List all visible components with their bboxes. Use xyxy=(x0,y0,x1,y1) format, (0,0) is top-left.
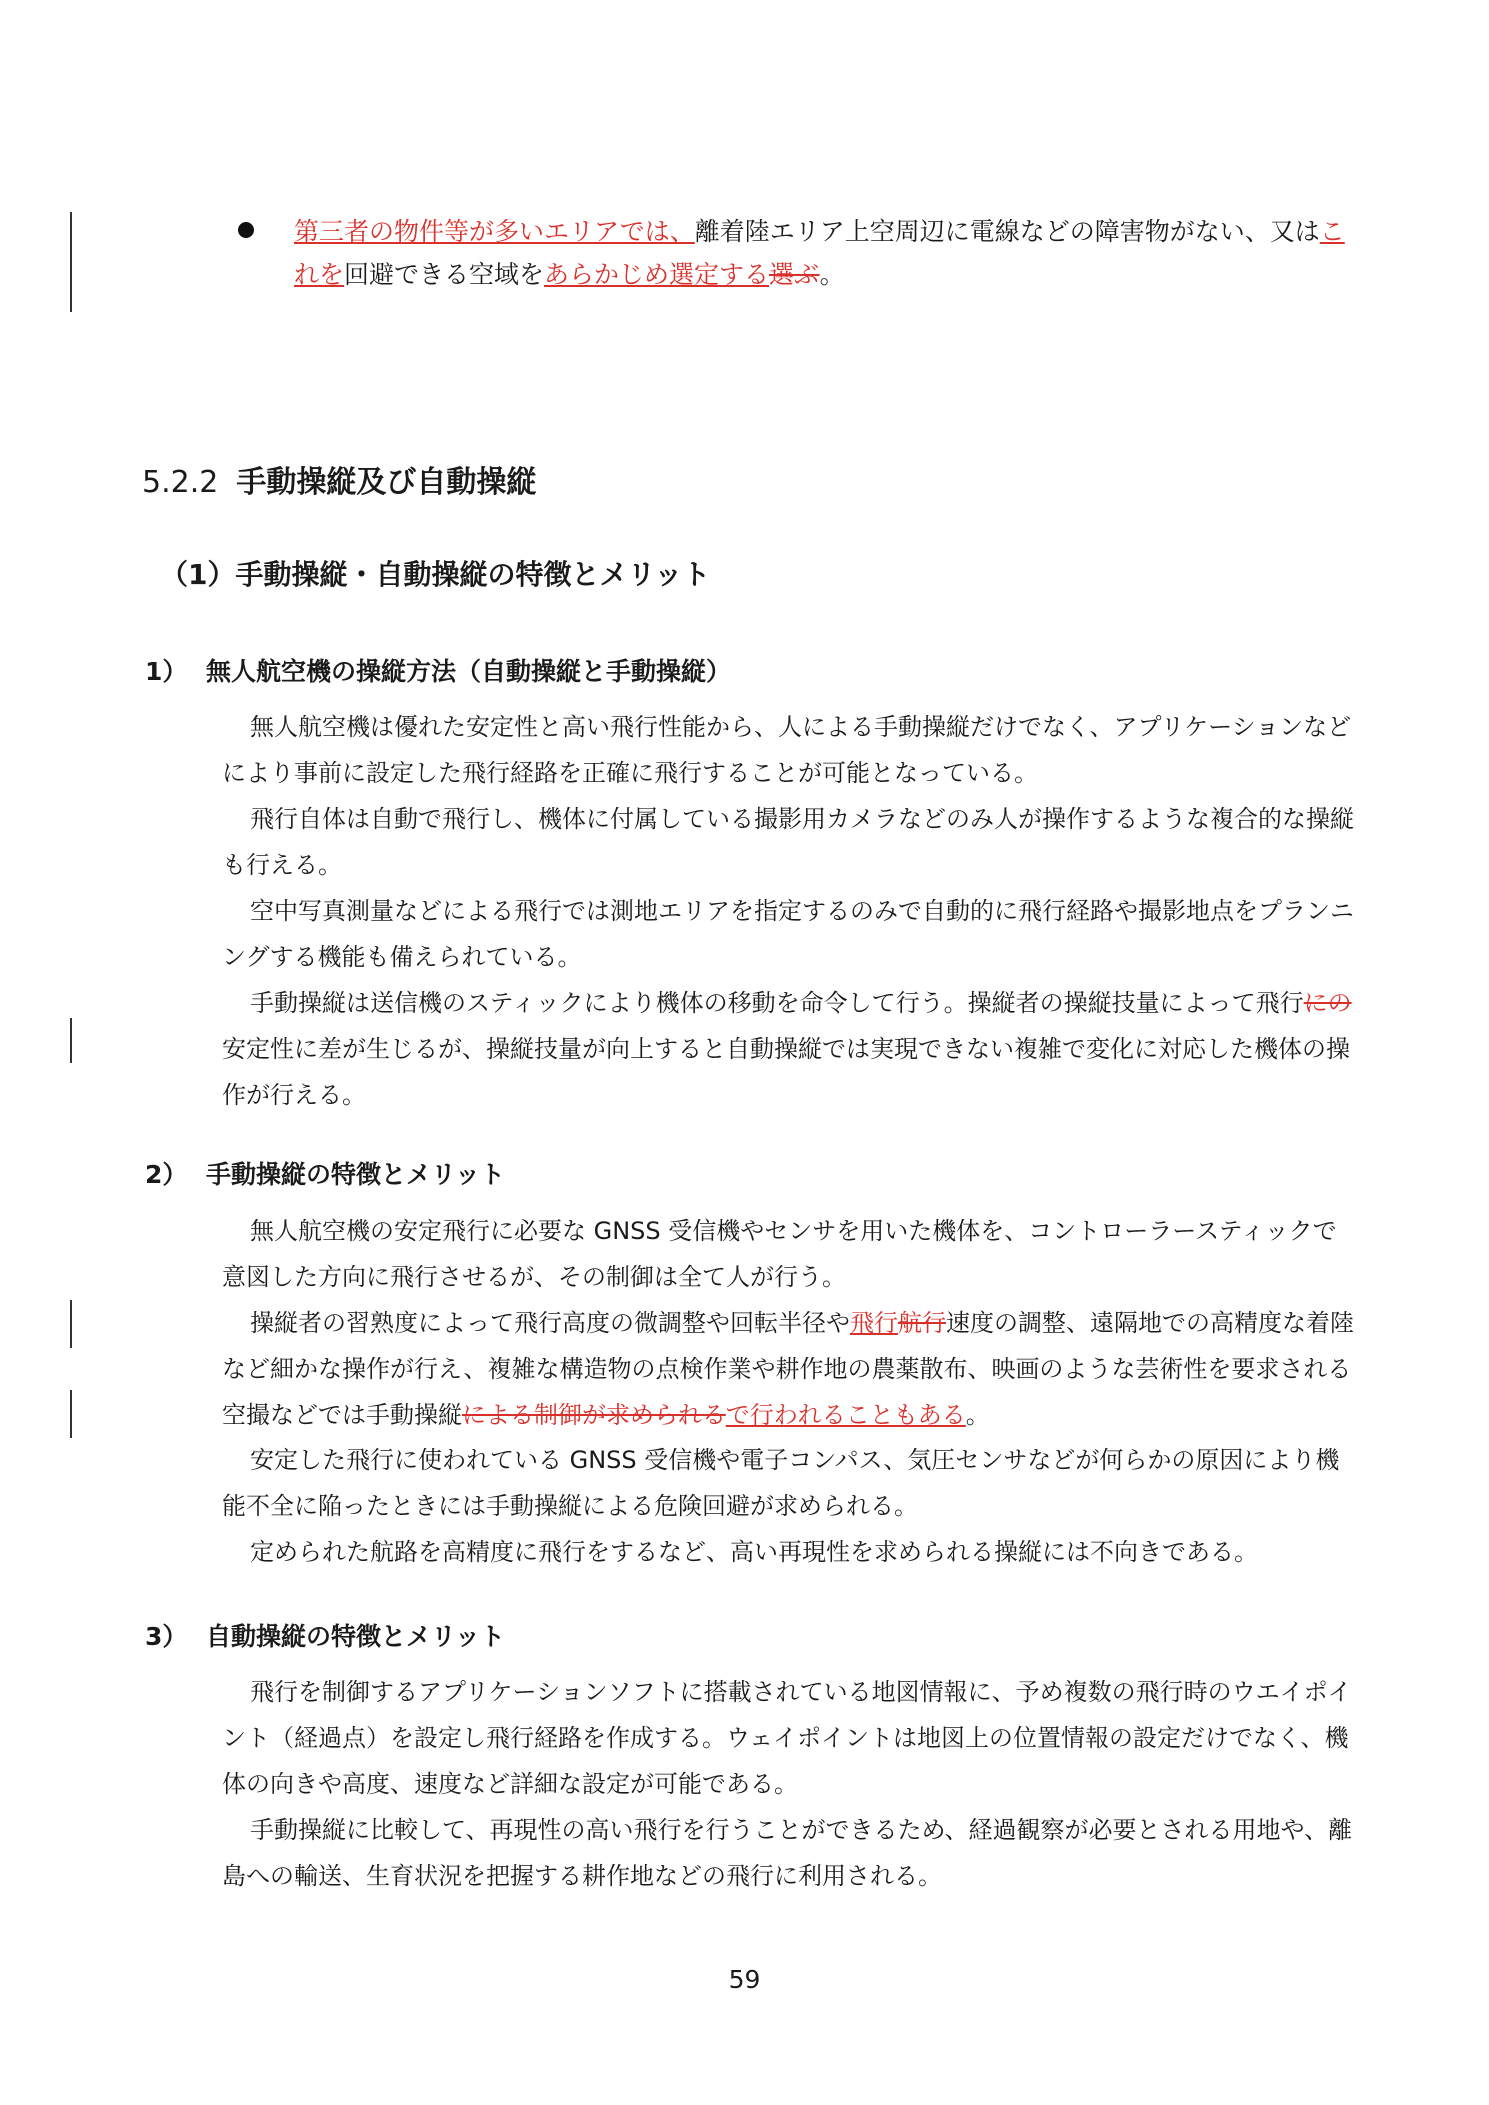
paragraph xyxy=(222,980,1360,1118)
item-number: 2） xyxy=(145,1160,188,1189)
paragraph: 無人航空機の安定飛行に必要な GNSS 受信機やセンサを用いた機体を、コントローラースティックで意図した方向に飛行させるが、その制御は全て人が行う。 xyxy=(222,1217,1337,1291)
body-text: 回避できる空域を xyxy=(344,260,545,289)
body-text: 操縦者の習熟度によって飛行高度の微調整や回転半径や xyxy=(250,1309,850,1337)
body-text: 離着陸エリア上空周辺に電線などの障害物がない、又は xyxy=(694,217,1320,246)
inserted-text: あらかじめ選定する xyxy=(544,260,770,289)
change-bar xyxy=(70,1018,72,1063)
bullet-text xyxy=(294,210,1358,296)
change-bar xyxy=(70,212,72,312)
paragraph: 飛行を制御するアプリケーションソフトに搭載されている地図情報に、予め複数の飛行時のウエイポイント（経過点）を設定し飛行経路を作成する。ウェイポイントは地図上の位置情報の設定だけでなく、機体の向きや高度、速度など詳細な設定が可能である。 xyxy=(222,1678,1352,1798)
inserted-text: 第三者の物件等が多いエリアでは、 xyxy=(294,217,695,246)
bullet-item xyxy=(238,210,1358,296)
change-bar xyxy=(70,1300,72,1348)
inserted-text: で行われることもある xyxy=(725,1401,966,1429)
page-number: 59 xyxy=(728,1965,761,1994)
item-heading xyxy=(145,652,731,688)
section-number: 5.2.2 xyxy=(142,465,219,500)
section-title: 手動操縦及び自動操縦 xyxy=(236,465,537,500)
paragraph: 無人航空機は優れた安定性と高い飛行性能から、人による手動操縦だけでなく、アプリケーションなどにより事前に設定した飛行経路を正確に飛行することが可能となっている。 xyxy=(222,713,1352,787)
paragraph xyxy=(222,1300,1360,1438)
inserted-text: これを xyxy=(294,217,1345,289)
deleted-text: による制御が求められる xyxy=(462,1401,726,1429)
paragraph: 定められた航路を高精度に飛行をするなど、高い再現性を求められる操縦には不向きである。 xyxy=(250,1538,1258,1566)
item-title: 無人航空機の操縦方法（自動操縦と手動操縦） xyxy=(206,657,732,686)
item-title: 手動操縦の特徴とメリット xyxy=(206,1160,506,1189)
paragraph: 手動操縦に比較して、再現性の高い飛行を行うことができるため、経過観察が必要とされる用地や、離島への輸送、生育状況を把握する耕作地などの飛行に利用される。 xyxy=(222,1816,1353,1890)
change-bar xyxy=(70,1390,72,1438)
subsection-heading: （1）手動操縦・自動操縦の特徴とメリット xyxy=(160,558,711,591)
body-text: 安定性に差が生じるが、操縦技量が向上すると自動操縦では実現できない複雑で変化に対応した機体の操作が行える。 xyxy=(222,1035,1350,1109)
item-heading xyxy=(145,1155,505,1191)
item-number: 1） xyxy=(145,657,188,686)
bullet-icon xyxy=(238,222,254,238)
deleted-text: にの xyxy=(1303,989,1352,1017)
deleted-text: 選ぶ xyxy=(769,260,820,289)
item-title: 自動操縦の特徴とメリット xyxy=(206,1622,506,1651)
paragraph: 安定した飛行に使われている GNSS 受信機や電子コンパス、気圧センサなどが何らかの原因により機能不全に陥ったときには手動操縦による危険回避が求められる。 xyxy=(222,1446,1340,1520)
inserted-text: 飛行 xyxy=(850,1309,898,1337)
deleted-text: 航行 xyxy=(898,1309,946,1337)
body-text: 手動操縦は送信機のスティックにより機体の移動を命令して行う。操縦者の操縦技量によって飛行 xyxy=(250,989,1304,1017)
body-text: 速度の調整、遠隔地での高精度な着陸など細かな操作が行え、複雑な構造物の点検作業や耕作地の農薬散布、映画のような芸術性を要求される空撮などでは手動操縦 xyxy=(222,1309,1354,1429)
body-text: 。 xyxy=(819,260,845,289)
body-text: 。 xyxy=(965,1401,990,1429)
item-number: 3） xyxy=(145,1622,188,1651)
paragraph: 空中写真測量などによる飛行では測地エリアを指定するのみで自動的に飛行経路や撮影地点をプランニングする機能も備えられている。 xyxy=(222,897,1354,971)
section-heading xyxy=(142,457,536,501)
item-heading xyxy=(145,1617,505,1653)
paragraph: 飛行自体は自動で飛行し、機体に付属している撮影用カメラなどのみ人が操作するような複合的な操縦も行える。 xyxy=(222,805,1354,879)
